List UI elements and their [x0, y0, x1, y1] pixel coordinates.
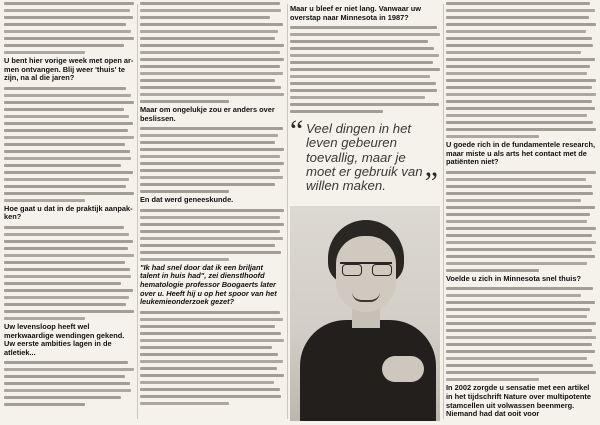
body-text	[140, 127, 284, 193]
body-text	[446, 2, 596, 138]
text-line	[446, 294, 581, 297]
text-line	[4, 382, 130, 385]
text-line	[4, 240, 133, 243]
interview-question: U bent hier vorige week met open ar-men ontvangen. Blij weer 'thuis' te zijn, na al die jaren?	[4, 56, 134, 83]
portrait-hand	[382, 356, 424, 382]
body-text	[140, 2, 284, 103]
interview-question: In 2002 zorgde u sensatie met een artikel in het tijdschrift Nature over multipotente stamcellen uit volwassen beenmerg. Niemand had dat ooit voor	[446, 383, 591, 419]
text-line	[4, 192, 134, 195]
text-line	[446, 23, 596, 26]
text-line	[290, 54, 439, 57]
article-column-3	[290, 2, 440, 421]
text-line	[446, 213, 590, 216]
text-line	[446, 185, 592, 188]
text-line	[446, 220, 587, 223]
text-line	[140, 72, 283, 75]
text-line	[290, 96, 425, 99]
text-line	[140, 37, 275, 40]
close-quote-mark: ”	[424, 166, 438, 200]
text-line	[4, 275, 131, 278]
text-line	[446, 255, 595, 258]
pull-quote-text: Veel dingen in het leven gebeuren toevallig, maar je moet er gebruik van willen maken.	[306, 121, 423, 193]
text-line	[4, 254, 134, 257]
text-line	[4, 150, 130, 153]
text-line	[4, 122, 133, 125]
text-line	[4, 296, 129, 299]
text-line	[290, 82, 436, 85]
text-line	[140, 190, 229, 193]
body-text	[290, 26, 440, 113]
text-line	[290, 47, 434, 50]
text-line	[140, 148, 284, 151]
text-line	[4, 368, 134, 371]
text-line	[4, 129, 128, 132]
text-line	[446, 357, 587, 360]
body-text	[140, 311, 284, 405]
text-line	[140, 16, 270, 19]
text-line	[140, 367, 277, 370]
text-line	[140, 169, 280, 172]
text-line	[140, 176, 283, 179]
text-line	[4, 37, 134, 40]
text-line	[446, 206, 595, 209]
text-line	[446, 269, 539, 272]
text-line	[140, 155, 280, 158]
text-line	[4, 94, 131, 97]
interview-question: Maar u bleef er niet lang. Vanwaar uw overstap naar Minnesota in 1987?	[290, 4, 422, 22]
text-line	[446, 308, 590, 311]
text-line	[4, 396, 121, 399]
text-line	[446, 86, 592, 89]
text-line	[446, 51, 581, 54]
text-line	[140, 318, 283, 321]
portrait-photo	[290, 206, 440, 421]
text-line	[4, 136, 134, 139]
text-line	[446, 248, 592, 251]
text-line	[446, 301, 595, 304]
text-line	[446, 315, 587, 318]
text-line	[446, 79, 596, 82]
body-text	[446, 171, 596, 272]
text-line	[290, 89, 437, 92]
text-line	[140, 86, 281, 89]
article-column-4	[446, 2, 596, 421]
text-line	[446, 16, 589, 19]
text-line	[446, 37, 592, 40]
text-line	[140, 381, 274, 384]
text-line	[140, 223, 284, 226]
text-line	[446, 322, 596, 325]
text-line	[4, 44, 124, 47]
column-divider	[287, 4, 288, 419]
text-line	[140, 353, 278, 356]
text-line	[4, 16, 133, 19]
text-line	[140, 311, 280, 314]
text-line	[446, 287, 593, 290]
text-line	[290, 75, 430, 78]
interview-question: En dat werd geneeskunde.	[140, 195, 234, 205]
text-line	[4, 9, 130, 12]
text-line	[140, 58, 284, 61]
text-line	[4, 261, 125, 264]
text-line	[4, 157, 131, 160]
text-line	[4, 310, 134, 313]
text-line	[140, 51, 280, 54]
text-line	[446, 192, 593, 195]
text-line	[140, 2, 280, 5]
interview-question: Maar om ongelukje zou er anders over beslissen.	[140, 105, 275, 123]
text-line	[4, 164, 121, 167]
text-line	[140, 9, 281, 12]
body-text	[4, 226, 134, 320]
text-line	[140, 388, 280, 391]
text-line	[290, 68, 440, 71]
text-line	[446, 241, 596, 244]
portrait-glasses-lens	[372, 264, 392, 276]
text-line	[4, 2, 134, 5]
text-line	[446, 371, 596, 374]
text-line	[140, 100, 229, 103]
text-line	[4, 143, 125, 146]
body-text	[4, 361, 134, 406]
text-line	[4, 268, 130, 271]
text-line	[4, 317, 85, 320]
text-line	[140, 134, 278, 137]
text-line	[290, 61, 433, 64]
body-text	[140, 209, 284, 261]
text-line	[4, 101, 134, 104]
text-line	[140, 325, 275, 328]
text-line	[140, 79, 275, 82]
text-line	[140, 258, 229, 261]
text-line	[140, 374, 284, 377]
text-line	[446, 30, 586, 33]
text-line	[140, 216, 280, 219]
text-line	[140, 251, 281, 254]
text-line	[4, 51, 85, 54]
text-line	[290, 33, 440, 36]
text-line	[4, 303, 126, 306]
text-line	[140, 360, 283, 363]
text-line	[4, 199, 85, 202]
body-text	[4, 2, 134, 54]
text-line	[4, 108, 124, 111]
text-line	[446, 107, 595, 110]
text-line	[4, 289, 133, 292]
text-line	[140, 127, 283, 130]
text-line	[140, 395, 281, 398]
text-line	[4, 178, 129, 181]
interview-question: Voelde u zich in Minnesota snel thuis?	[446, 273, 581, 283]
text-line	[140, 65, 280, 68]
text-line	[446, 72, 587, 75]
text-line	[446, 114, 587, 117]
text-line	[290, 26, 437, 29]
interview-question: "Ik had snel door dat ik een briljant talent in huis had", zei dienstlhoofd hematologie professor Boogaerts later over u. Heeft hij u op het spoor van het leukemieonderzoek gezet?	[140, 262, 277, 307]
text-line	[4, 282, 121, 285]
text-line	[290, 110, 383, 113]
text-line	[4, 30, 131, 33]
text-line	[446, 178, 586, 181]
text-line	[140, 230, 280, 233]
text-line	[140, 44, 284, 47]
text-line	[4, 226, 124, 229]
text-line	[446, 234, 592, 237]
text-line	[290, 40, 428, 43]
text-line	[446, 93, 596, 96]
text-line	[446, 364, 593, 367]
text-line	[446, 9, 595, 12]
text-line	[4, 233, 129, 236]
text-line	[446, 121, 593, 124]
text-line	[446, 199, 581, 202]
article-column-2	[140, 2, 284, 421]
text-line	[140, 244, 275, 247]
text-line	[446, 350, 595, 353]
text-line	[446, 171, 596, 174]
interview-question: Uw levensloop heeft wel merkwaardige wendingen gekend. Uw eerste ambities lagen in de atletiek...	[4, 321, 125, 357]
text-line	[446, 65, 590, 68]
text-line	[4, 389, 131, 392]
text-line	[446, 336, 596, 339]
text-line	[140, 162, 284, 165]
text-line	[446, 262, 587, 265]
text-line	[446, 100, 592, 103]
open-quote-mark: “	[290, 114, 304, 148]
text-line	[446, 135, 539, 138]
text-line	[140, 93, 284, 96]
text-line	[140, 209, 284, 212]
text-line	[140, 23, 283, 26]
pull-quote	[290, 114, 440, 202]
body-text	[446, 287, 596, 381]
column-divider	[137, 4, 138, 419]
text-line	[446, 343, 592, 346]
text-line	[446, 58, 595, 61]
article-column-1	[4, 2, 134, 421]
text-line	[4, 87, 126, 90]
text-line	[4, 361, 128, 364]
text-line	[4, 171, 133, 174]
interview-question: U goede rich in de fundamentele research, maar miste u als arts het contact met de patiënten niet?	[446, 140, 596, 167]
portrait-glasses-lens	[342, 264, 362, 276]
column-divider	[443, 4, 444, 419]
text-line	[446, 128, 596, 131]
text-line	[290, 103, 439, 106]
text-line	[446, 378, 539, 381]
text-line	[140, 339, 284, 342]
body-text	[4, 87, 134, 202]
text-line	[4, 115, 129, 118]
text-line	[140, 183, 275, 186]
text-line	[140, 237, 283, 240]
text-line	[140, 30, 278, 33]
interview-question: Hoe gaat u dat in de praktijk aanpak-ken?	[4, 203, 133, 222]
text-line	[4, 403, 85, 406]
text-line	[446, 2, 590, 5]
text-line	[446, 329, 592, 332]
text-line	[140, 332, 281, 335]
text-line	[140, 346, 272, 349]
text-line	[4, 185, 126, 188]
text-line	[140, 141, 275, 144]
text-line	[4, 247, 128, 250]
text-line	[446, 44, 593, 47]
text-line	[4, 23, 126, 26]
text-line	[446, 227, 596, 230]
text-line	[140, 402, 229, 405]
text-line	[4, 375, 125, 378]
